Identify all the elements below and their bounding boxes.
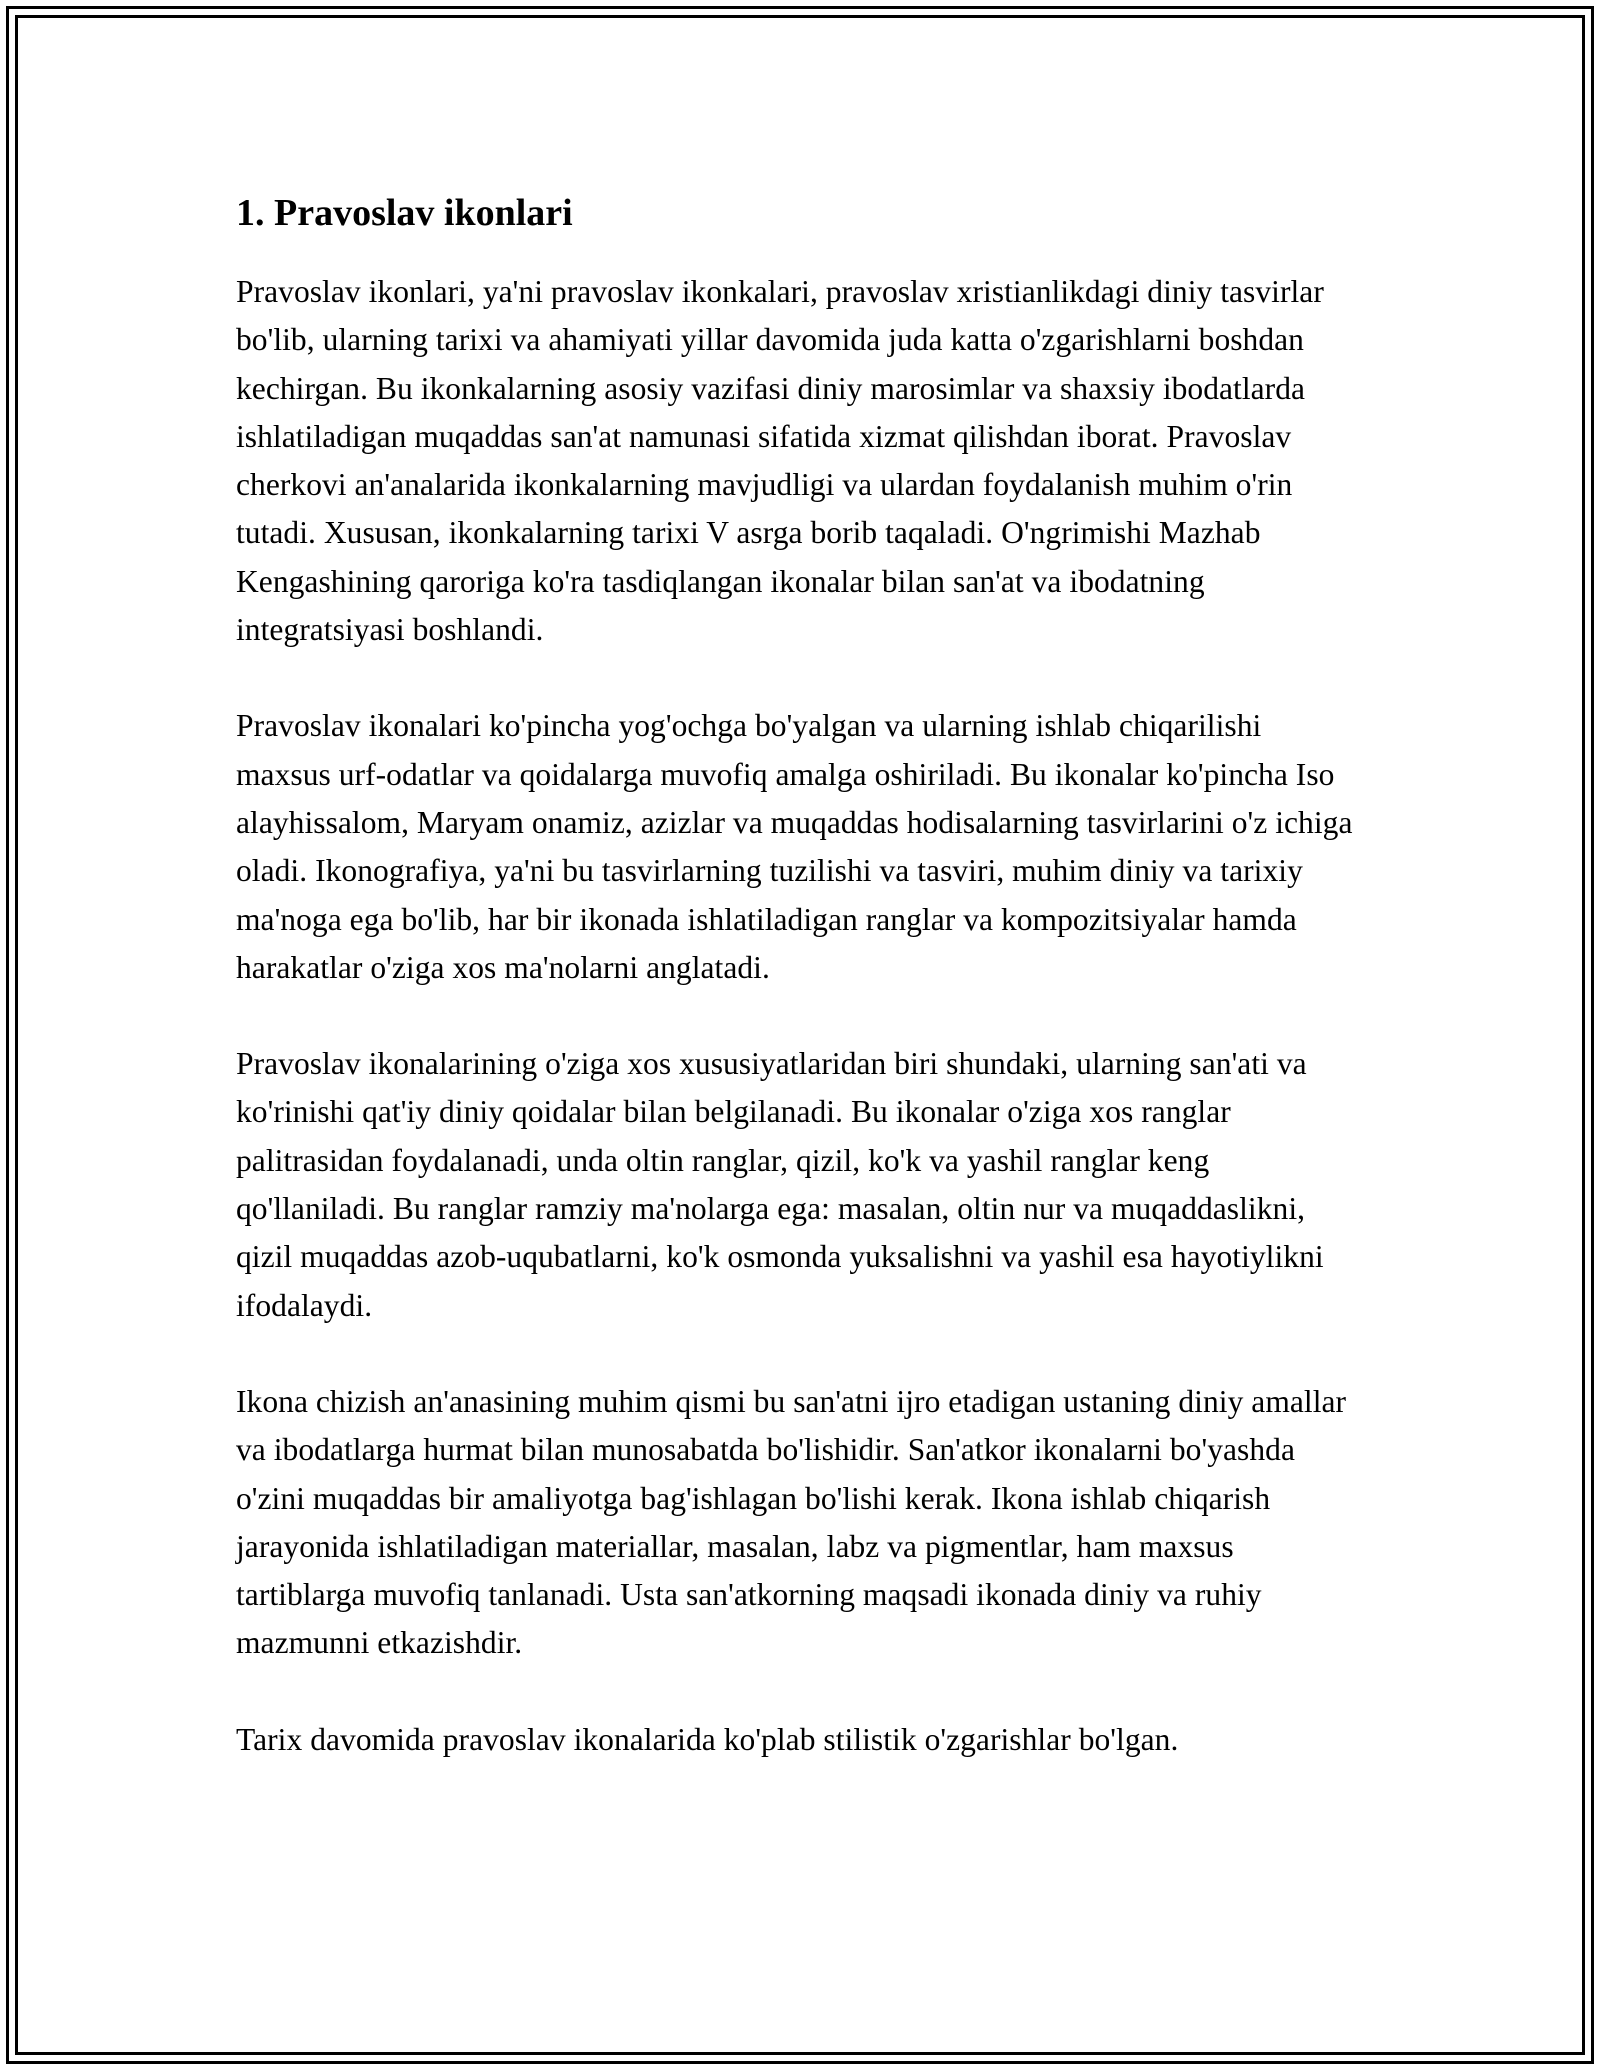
paragraph-1: Pravoslav ikonlari, ya'ni pravoslav ikonkalari, pravoslav xristianlikdagi diniy tasvirlar bo'lib, ularning tarixi va ahamiyati yillar davomida juda katta o'zgarishlarni boshdan kechirgan. Bu ikonkalarning asosiy vazifasi diniy marosimlar va shaxsiy ibodatlarda ishlatiladigan muqaddas san'at namunasi sifatida xizmat qilishdan iborat. Pravoslav cherkovi an'analarida ikonkalarning mavjudligi va ulardan foydalanish muhim o'rin tutadi. Xususan, ikonkalarning tarixi V asrga borib taqaladi. O'ngrimishi Mazhab Kengashining qaroriga ko'ra tasdiqlangan ikonalar bilan san'at va ibodatning integratsiyasi boshlandi. (236, 274, 1324, 648)
paragraph-5: Tarix davomida pravoslav ikonalarida ko'plab stilistik o'zgarishlar bo'lgan. (236, 1721, 1179, 1757)
section-heading: 1. Pravoslav ikonlari (236, 192, 573, 234)
document-body (236, 188, 1364, 1812)
paragraph-4: Ikona chizish an'anasining muhim qismi bu san'atni ijro etadigan ustaning diniy amallar va ibodatlarga hurmat bilan munosabatda bo'lishidir. San'atkor ikonalarni bo'yashda o'zini muqaddas bir amaliyotga bag'ishlagan bo'lishi kerak. Ikona ishlab chiqarish jarayonida ishlatiladigan materiallar, masalan, labz va pigmentlar, ham maxsus tartiblarga muvofiq tanlanadi. Usta san'atkorning maqsadi ikonada diniy va ruhiy mazmunni etkazishdir. (236, 1383, 1347, 1661)
paragraph-3: Pravoslav ikonalarining o'ziga xos xususiyatlaridan biri shundaki, ularning san'ati va ko'rinishi qat'iy diniy qoidalar bilan belgilanadi. Bu ikonalar o'ziga xos ranglar palitrasidan foydalanadi, unda oltin ranglar, qizil, ko'k va yashil ranglar keng qo'llaniladi. Bu ranglar ramziy ma'nolarga ega: masalan, oltin nur va muqaddaslikni, qizil muqaddas azob-uqubatlarni, ko'k osmonda yuksalishni va yashil esa hayotiylikni ifodalaydi. (236, 1046, 1324, 1323)
paragraph-2: Pravoslav ikonalari ko'pincha yog'ochga bo'yalgan va ularning ishlab chiqarilishi maxsus urf-odatlar va qoidalarga muvofiq amalga oshiriladi. Bu ikonalar ko'pincha Iso alayhissalom, Maryam onamiz, azizlar va muqaddas hodisalarning tasvirlarini o'z ichiga oladi. Ikonografiya, ya'ni bu tasvirlarning tuzilishi va tasviri, muhim diniy va tarixiy ma'noga ega bo'lib, har bir ikonada ishlatiladigan ranglar va kompozitsiyalar hamda harakatlar o'ziga xos ma'nolarni anglatadi. (236, 708, 1353, 985)
